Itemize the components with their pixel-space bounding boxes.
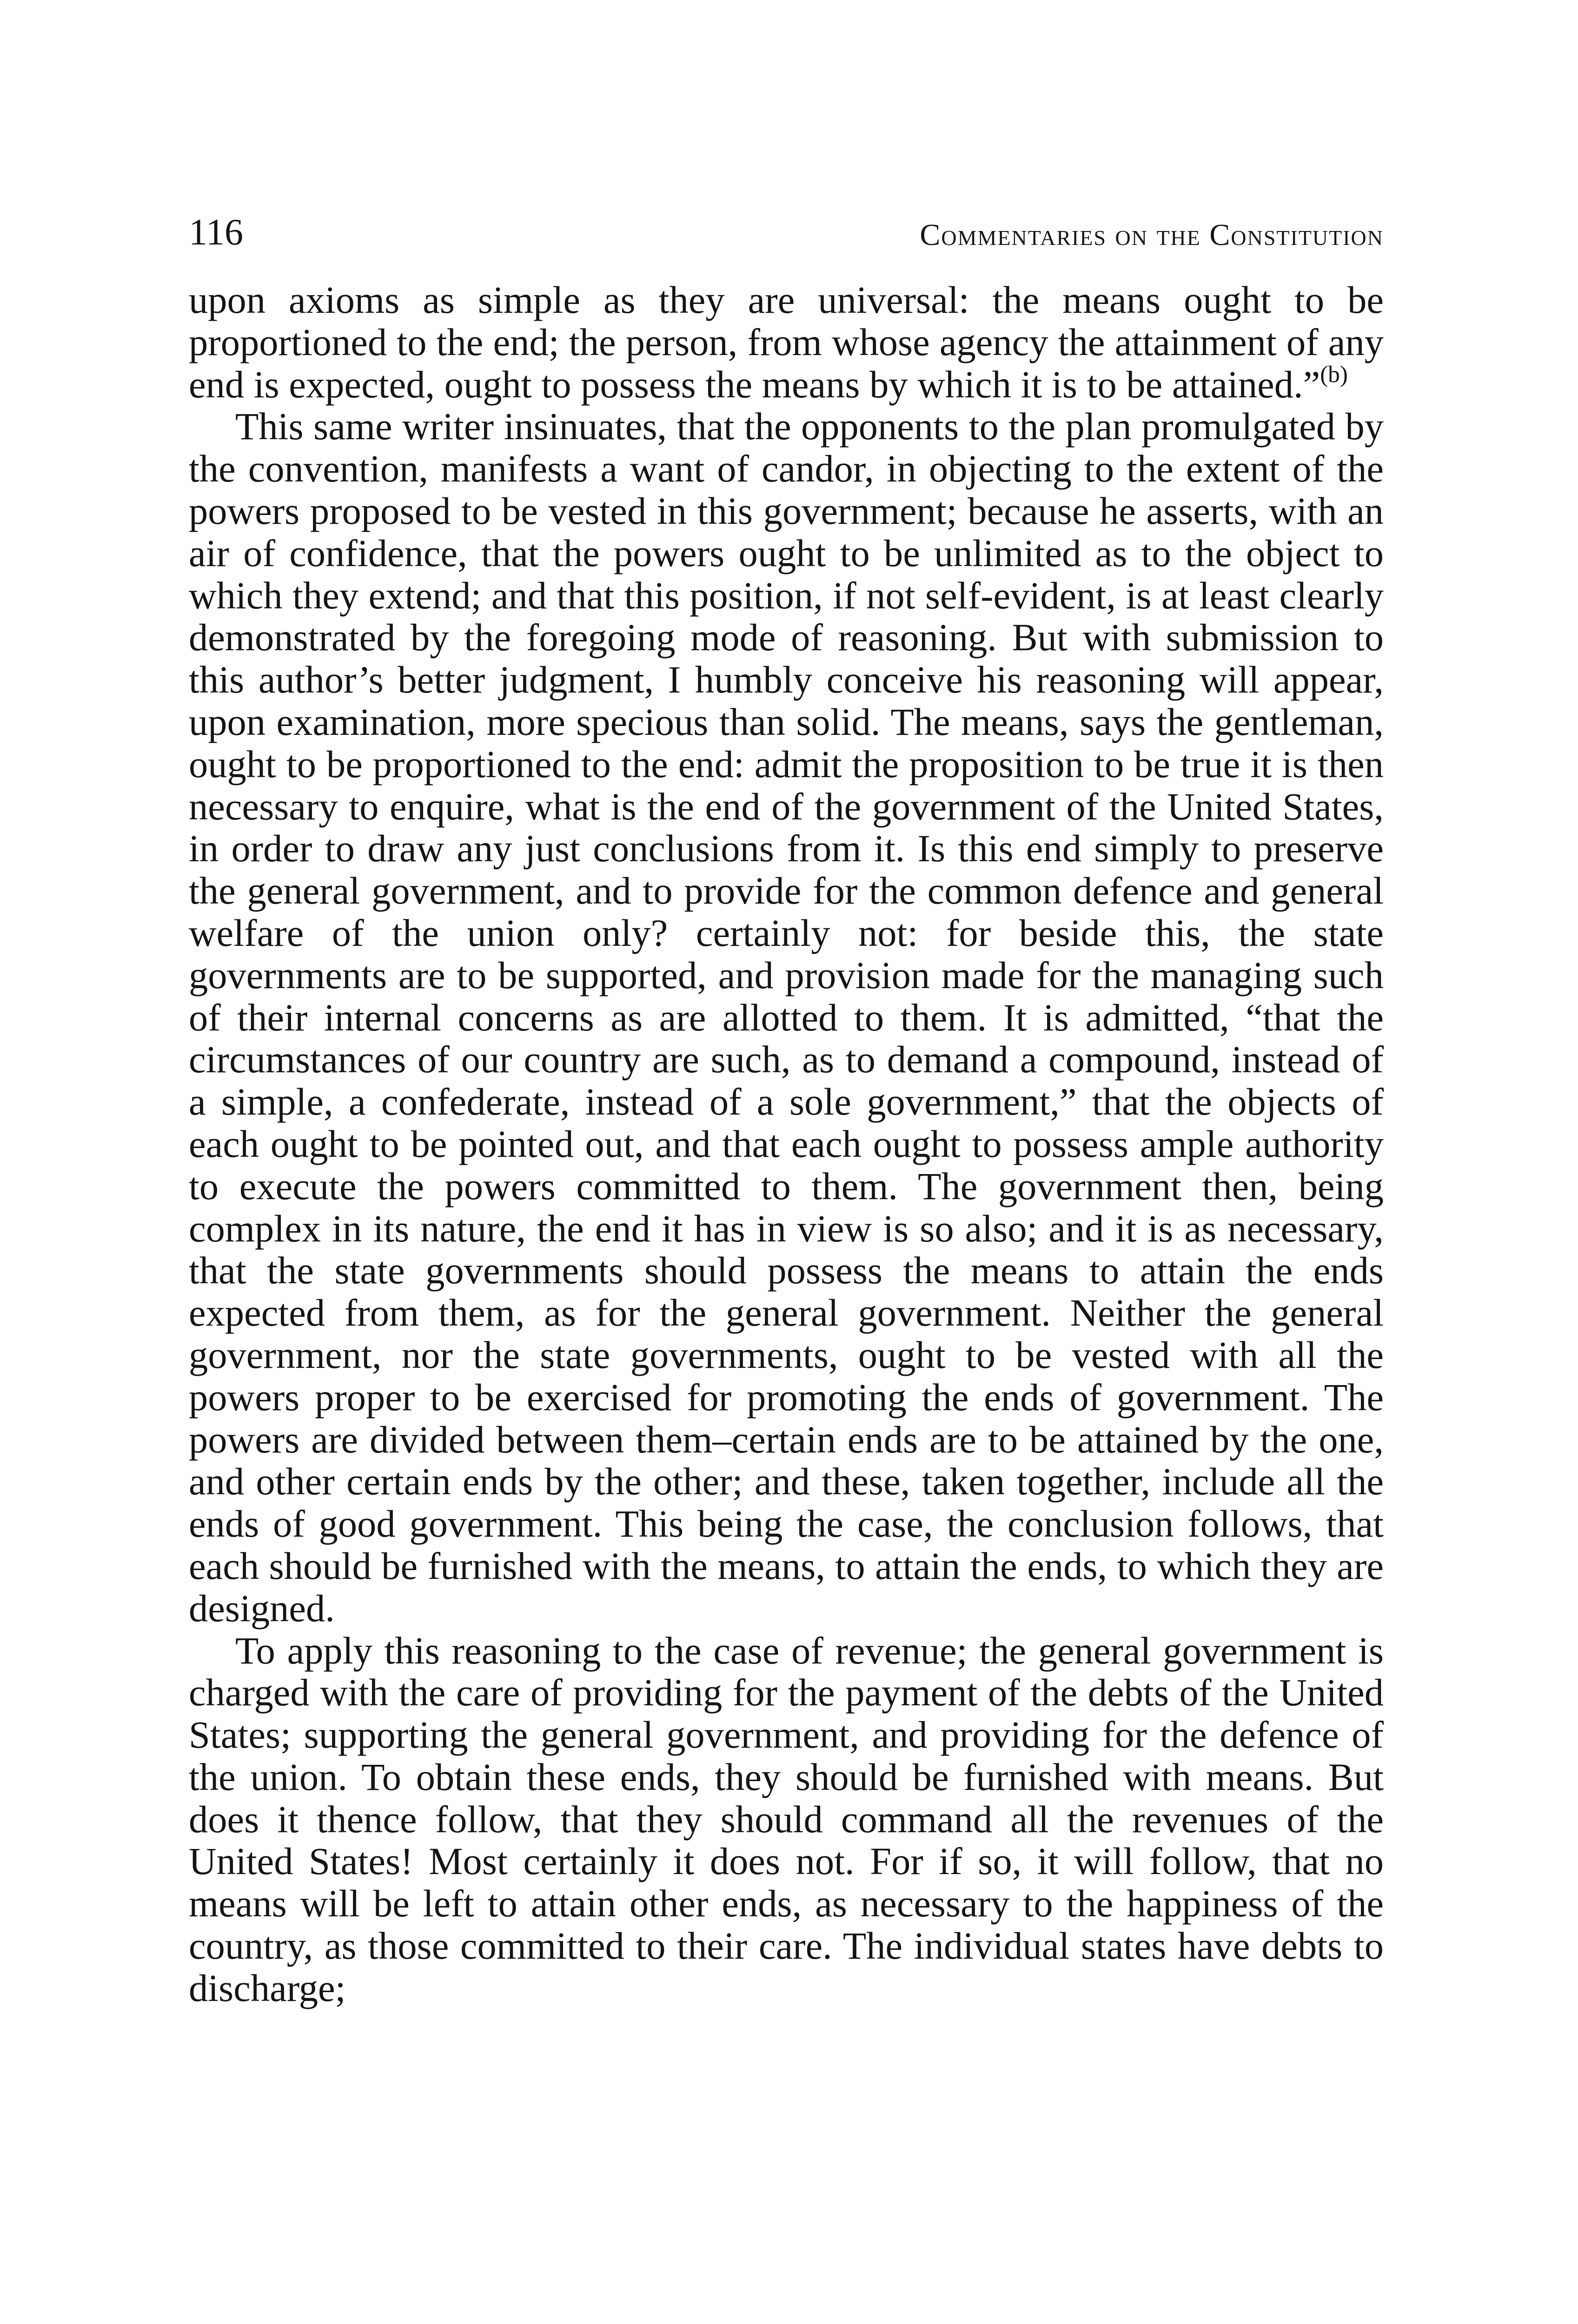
page-header [189,205,1384,279]
page-number: 116 [189,212,244,253]
page [189,205,1384,2009]
paragraph-text: upon axioms as simple as they are universal: the means ought to be proportioned to the end; the person, from whose agency the attainment of any end is expected, ought to possess the means by which it is to be attained.” [189,278,1384,406]
paragraph-continued [189,279,1384,405]
body-text [189,279,1384,2009]
footnote-marker: (b) [1320,361,1348,388]
paragraph: To apply this reasoning to the case of revenue; the general government is charged with the care of providing for the payment of the debts of the United States; supporting the general government, and providing for the defence of the union. To obtain these ends, they should be furnished with means. But does it thence follow, that they should command all the revenues of the United States! Most certainly it does not. For if so, it will follow, that no means will be left to attain other ends, as necessary to the happiness of the country, as those committed to their care. The individual states have debts to discharge; [189,1629,1384,2009]
running-head: Commentaries on the Constitution [920,218,1384,252]
paragraph: This same writer insinuates, that the opponents to the plan promulgated by the convention, manifests a want of candor, in objecting to the extent of the powers proposed to be vested in this government; because he asserts, with an air of confidence, that the powers ought to be unlimited as to the object to which they extend; and that this position, if not self-evident, is at least clearly demonstrated by the foregoing mode of reasoning. But with submission to this author’s better judgment, I humbly conceive his reasoning will appear, upon examination, more specious than solid. The means, says the gentleman, ought to be proportioned to the end: admit the proposition to be true it is then necessary to enquire, what is the end of the government of the United States, in order to draw any just conclusions from it. Is this end simply to preserve the general government, and to provide for the common defence and general welfare of the union only? certainly not: for beside this, the state governments are to be supported, and provision made for the managing such of their internal concerns as are allotted to them. It is admitted, “that the circumstances of our country are such, as to demand a compound, instead of a simple, a confederate, instead of a sole government,” that the objects of each ought to be pointed out, and that each ought to possess ample authority to execute the powers committed to them. The government then, being complex in its nature, the end it has in view is so also; and it is as necessary, that the state governments should possess the means to attain the ends expected from them, as for the general government. Neither the general government, nor the state governments, ought to be vested with all the powers proper to be exercised for promoting the ends of government. The powers are divided between them–certain ends are to be attained by the one, and other certain ends by the other; and these, taken together, include all the ends of good government. This being the case, the conclusion follows, that each should be furnished with the means, to attain the ends, to which they are designed. [189,405,1384,1630]
